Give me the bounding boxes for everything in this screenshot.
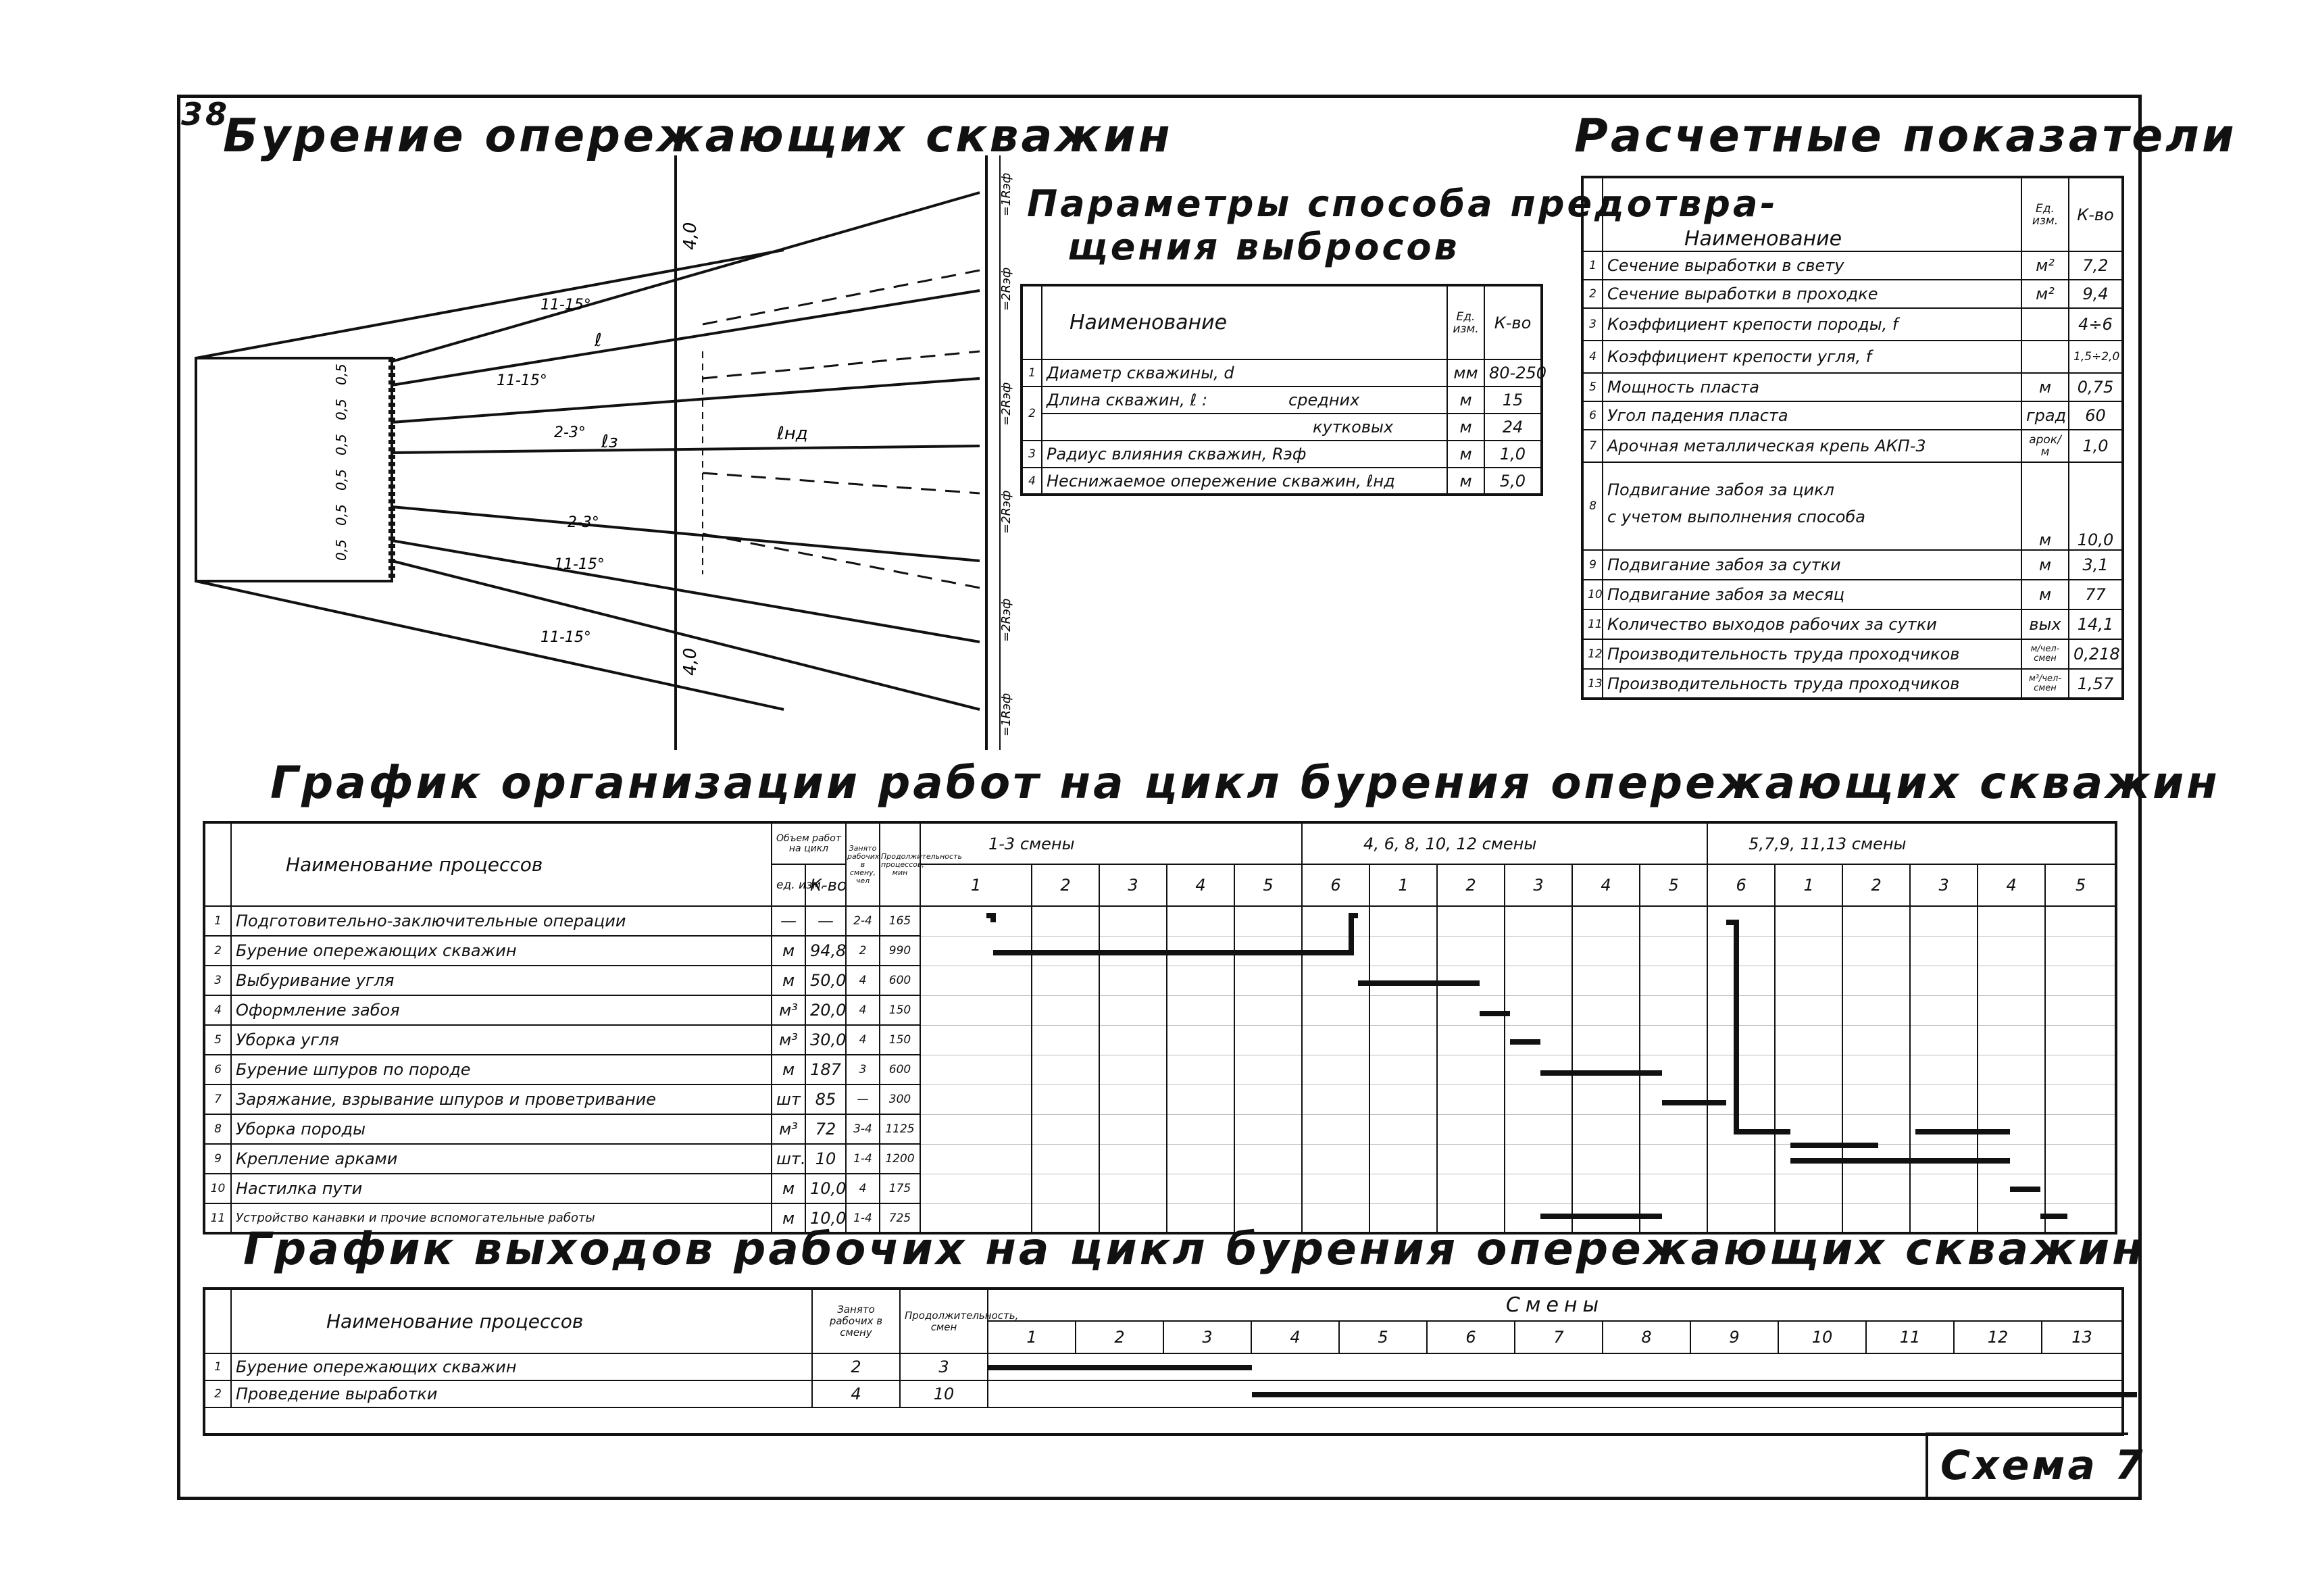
calc-row: 11 Количество выходов рабочих за сутки вых 14,1 [1582,609,2123,639]
schedule-cell-name: Подготовительно-заключительные операции [231,906,772,936]
schedule-cell-name: Уборка породы [231,1114,772,1144]
params-title-line2: щения выбросов [1067,226,1460,268]
svg-text:=1Rэф: =1Rэф [999,172,1013,216]
schedule-cell-duration: 150 [880,1025,920,1055]
schedule-cell-n: 1 [204,906,231,936]
schedule-cell-unit: м³ [772,995,805,1025]
schedule-cell-n: 4 [204,995,231,1025]
schedule-cell-unit: м [772,1174,805,1203]
schedule-header-row2: ед. изм. К-во 1 2 3 4 5 6 1 2 3 4 5 6 1 2 3 4 5 [204,864,2116,906]
svg-text:=2Rэф: =2Rэф [999,382,1013,426]
schedule-cell-duration: 600 [880,966,920,995]
svg-text:0,5: 0,5 [333,364,349,385]
schedule-row [204,1144,2116,1174]
schedule-cell-qty: 94,8 [805,936,846,966]
params-title-line1: Параметры способа предотвра- [1027,182,1778,225]
schedule-cell-name: Уборка угля [231,1025,772,1055]
schedule-header-row1 [204,822,2116,864]
calc-row: 1 Сечение выработки в свету м² 7,2 [1582,251,2123,280]
lower-wall [196,581,784,709]
schedule-cell-duration: 990 [880,936,920,966]
params-header-row [1022,285,1542,359]
schedule-cell-name: Выбуривание угля [231,966,772,995]
calc-row: 12 Производительность труда проходчиков м/чел-смен 0,218 [1582,639,2123,669]
dim-label-bottom: 4,0 [680,647,701,676]
schedule-cell-duration: 1200 [880,1144,920,1174]
params-header-name: Наименование [1042,285,1447,359]
calc-row: 8 Подвигание забоя за цикл с учетом выполнения способа м 10,0 [1582,462,2123,550]
schedule-group-1: 1-3 смены [920,822,1302,864]
schedule-cell-qty: 10,0 [805,1203,846,1233]
workers-spacer-row [204,1407,2123,1435]
schedule-cell-name: Устройство канавки и прочие вспомогательные работы [231,1203,772,1233]
schedule-cell-duration: 175 [880,1174,920,1203]
schedule-cell-name: Бурение шпуров по породе [231,1055,772,1084]
schedule-cell-duration: 1125 [880,1114,920,1144]
schedule-cell-qty: 187 [805,1055,846,1084]
workers-header-row1 [204,1289,2123,1321]
schedule-row [204,1174,2116,1203]
schedule-header-name: Наименование процессов [231,822,772,906]
schedule-cell-workers: 4 [846,1025,880,1055]
schedule-cell-qty: 50,0 [805,966,846,995]
schedule-cell-n: 7 [204,1084,231,1114]
params-table [1020,284,1547,496]
schedule-cell-workers: 2 [846,936,880,966]
calc-row: 6 Угол падения пласта град 60 [1582,401,2123,430]
schedule-cell-workers: 1-4 [846,1144,880,1174]
hole-3 [392,378,980,422]
schedule-cell-qty: — [805,906,846,936]
schedule-row [204,1084,2116,1114]
schedule-cell-qty: 72 [805,1114,846,1144]
calc-row: 3 Коэффициент крепости породы, f 4÷6 [1582,308,2123,341]
schedule-group-2: 4, 6, 8, 10, 12 смены [1302,822,1707,864]
calc-row: 4 Коэффициент крепости угля, f 1,5÷2,0 [1582,341,2123,373]
schedule-cell-name: Крепление арками [231,1144,772,1174]
schedule-cell-duration: 150 [880,995,920,1025]
hole-4 [392,446,980,453]
length-label-l: ℓ [595,330,602,351]
schedule-row [204,1055,2116,1084]
schedule-cell-unit: м [772,936,805,966]
angle-label-1: 11-15° [540,297,591,314]
schedule-header-duration: Продолжительность процессов, мин [880,822,920,906]
schedule-cell-workers: 1-4 [846,1203,880,1233]
schedule-cell-n: 8 [204,1114,231,1144]
params-header-qty: К-во [1484,285,1542,359]
calc-header-row [1582,177,2123,251]
schedule-cell-n: 11 [204,1203,231,1233]
schedule-cell-qty: 10,0 [805,1174,846,1203]
schedule-cell-workers: 4 [846,966,880,995]
main-title: Бурение опережающих скважин [223,109,1173,163]
schedule-cell-unit: м³ [772,1025,805,1055]
stamp-text: Схема 7 [1940,1442,2146,1489]
svg-text:0,5: 0,5 [333,539,349,561]
schedule-row [204,936,2116,966]
svg-text:0,5: 0,5 [333,469,349,491]
schedule-header-workers: Занято рабочих в смену, чел [846,822,880,906]
schedule-cell-unit: м [772,1055,805,1084]
calc-header-name: Наименование [1603,177,2021,251]
schedule-cell-workers: 4 [846,995,880,1025]
schedule-cell-unit: м³ [772,1114,805,1144]
schedule-cell-unit: — [772,906,805,936]
svg-text:=1Rэф: =1Rэф [999,693,1013,737]
params-row: 2 Длина скважин, ℓ : средних м 15 [1022,386,1542,414]
workers-bar-drilling [988,1365,1252,1370]
schedule-cell-qty: 10 [805,1144,846,1174]
schedule-row [204,1114,2116,1144]
schedule-cell-unit: шт. [772,1144,805,1174]
schedule-row [204,995,2116,1025]
schedule-row [204,1025,2116,1055]
workers-header-workers: Занято рабочих в смену [812,1289,900,1353]
page-number: 38 [181,96,230,132]
angle-label-5: 11-15° [554,556,605,573]
params-header-unit: Ед. изм. [1447,285,1484,359]
workers-header-shifts: Смены [988,1289,2123,1321]
schedule-cell-n: 10 [204,1174,231,1203]
angle-label-2: 11-15° [497,372,547,389]
upper-wall [196,250,784,358]
svg-text:0,5: 0,5 [333,399,349,420]
schedule-cell-workers: 4 [846,1174,880,1203]
angle-label-3: 2-3° [554,424,586,441]
schedule-row [204,906,2116,936]
schedule-row [204,966,2116,995]
schedule-cell-qty: 85 [805,1084,846,1114]
schedule-cell-duration: 165 [880,906,920,936]
schedule-header-qty: К-во [805,864,846,906]
params-row: кутковых м 24 [1022,414,1542,441]
workers-header-name: Наименование процессов [231,1289,812,1353]
length-label-l3: ℓз [601,432,618,452]
calc-header-qty: К-во [2069,177,2123,251]
calc-row: 13 Производительность труда проходчиков м³/чел-смен 1,57 [1582,669,2123,699]
workers-bar-excavation [1252,1392,2137,1397]
calc-row: 5 Мощность пласта м 0,75 [1582,373,2123,401]
schedule-cell-name: Настилка пути [231,1174,772,1203]
calc-header-unit: Ед. изм. [2021,177,2069,251]
svg-text:0,5: 0,5 [333,504,349,526]
calc-table [1581,176,2124,700]
schedule-cell-name: Оформление забоя [231,995,772,1025]
hole-1 [392,193,980,361]
schedule-cell-n: 3 [204,966,231,995]
face-block [196,358,392,581]
calc-title: Расчетные показатели [1574,109,2237,163]
workers-header-row2: 1 2 3 4 5 6 7 8 9 10 11 12 13 [204,1321,2123,1353]
schedule-cell-qty: 20,0 [805,995,846,1025]
schedule-group-3: 5,7,9, 11,13 смены [1707,822,2116,864]
schedule-header-unit: ед. изм. [772,864,805,906]
stamp-box [1926,1432,2146,1500]
svg-text:0,5: 0,5 [333,434,349,455]
calc-row: 9 Подвигание забоя за сутки м 3,1 [1582,550,2123,580]
schedule-table [203,821,2117,1235]
calc-row: 2 Сечение выработки в проходке м² 9,4 [1582,280,2123,308]
schedule-cell-n: 2 [204,936,231,966]
workers-row: 1 Бурение опережающих скважин 2 3 [204,1353,2123,1380]
workers-table [203,1287,2124,1436]
schedule-cell-qty: 30,0 [805,1025,846,1055]
calc-row: 10 Подвигание забоя за месяц м 77 [1582,580,2123,609]
svg-text:=2Rэф: =2Rэф [999,267,1013,311]
angle-label-6: 11-15° [540,629,591,646]
schedule-cell-n: 5 [204,1025,231,1055]
schedule-cell-workers: 3-4 [846,1114,880,1144]
schedule-cell-workers: 3 [846,1055,880,1084]
schedule-cell-name: Бурение опережающих скважин [231,936,772,966]
calc-row: 7 Арочная металлическая крепь АКП-3 арок/м 1,0 [1582,430,2123,462]
hole-5 [392,507,980,561]
schedule-cell-workers: — [846,1084,880,1114]
svg-text:=2Rэф: =2Rэф [999,490,1013,534]
params-row: 1 Диаметр скважины, d мм 80-250 [1022,359,1542,386]
workers-row: 2 Проведение выработки 4 10 [204,1380,2123,1407]
params-row: 3 Радиус влияния скважин, Rэф м 1,0 [1022,441,1542,468]
schedule-cell-unit: м [772,966,805,995]
schedule-cell-duration: 300 [880,1084,920,1114]
schedule-cell-workers: 2-4 [846,906,880,936]
schedule-header-volume: Объем работ на цикл [772,822,846,864]
schedule-cell-duration: 600 [880,1055,920,1084]
workers-header-duration: Продолжительность, смен [900,1289,988,1353]
schedule-cell-n: 9 [204,1144,231,1174]
schedule-cell-unit: м [772,1203,805,1233]
angle-label-4: 2-3° [568,514,599,531]
schedule-cell-duration: 725 [880,1203,920,1233]
schedule-cell-unit: шт [772,1084,805,1114]
right-dim-labels [999,173,1013,737]
drilling-diagram [189,155,1013,750]
drill-holes [392,193,980,709]
length-label-lnd: ℓнд [777,424,808,444]
workers-title: График выходов рабочих на цикл бурения опережающих скважин [243,1223,2146,1275]
hole-6 [392,541,980,642]
svg-text:=2Rэф: =2Rэф [999,598,1013,642]
params-row: 4 Неснижаемое опережение скважин, ℓнд м 5,0 [1022,468,1542,495]
schedule-cell-n: 6 [204,1055,231,1084]
schedule-cell-name: Заряжание, взрывание шпуров и проветривание [231,1084,772,1114]
dim-label-top: 4,0 [680,222,701,250]
schedule-title: График организации работ на цикл бурения опережающих скважин [270,757,2220,809]
